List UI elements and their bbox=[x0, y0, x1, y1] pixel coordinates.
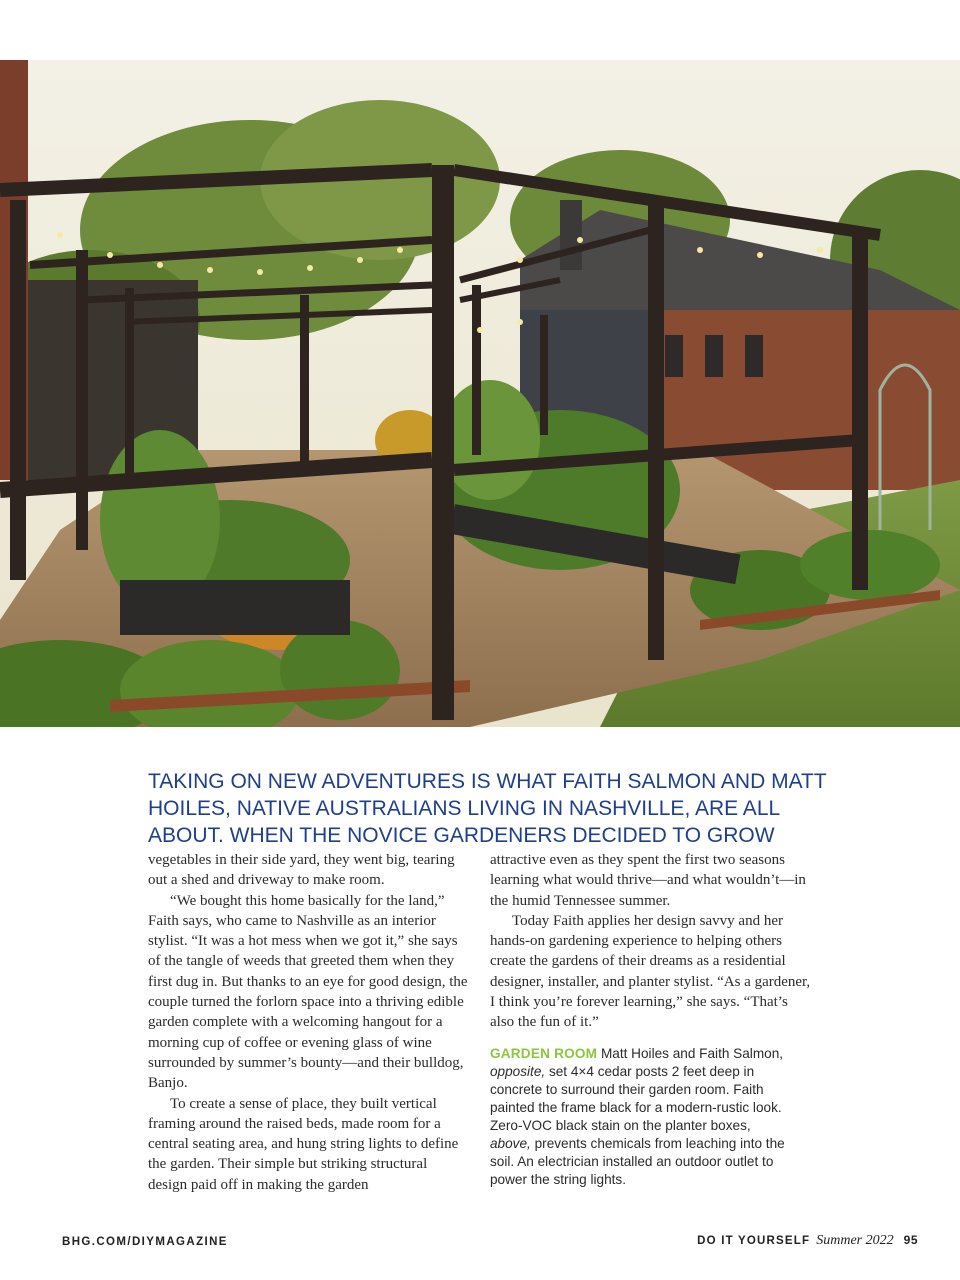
footer-folio bbox=[697, 1233, 918, 1249]
footer-issue: Summer 2022 bbox=[816, 1233, 894, 1248]
body-column-left bbox=[148, 850, 470, 1195]
footer-magazine: DO IT YOURSELF bbox=[697, 1235, 811, 1247]
garden-photo-icon bbox=[0, 60, 960, 727]
body-paragraph: “We bought this home basically for the land,” Faith says, who came to Nashville as an interior stylist. “It was a hot mess when we got it,” she says of the tangle of weeds that greeted them when they first dug in. But thanks to an eye for good design, the couple turned the forlorn space into a thriving edible garden complete with a welcoming hangout for a morning cup of coffee or evening glass of wine surrounded by summer’s bounty—and their bulldog, Banjo. bbox=[148, 892, 468, 1092]
caption-kicker: GARDEN ROOM bbox=[490, 1046, 598, 1061]
photo-caption bbox=[490, 1045, 795, 1189]
footer-url: BHG.COM/DIYMAGAZINE bbox=[62, 1236, 228, 1248]
caption-direction: above, bbox=[490, 1136, 531, 1151]
body-paragraph: Today Faith applies her design savvy and her hands-on gardening experience to helping others create the gardens of their dreams as a residential designer, installer, and planter stylist. “As a gardener, I think you’re forever learning,” she says. “That’s also the fun of it.” bbox=[490, 912, 811, 1031]
body-paragraph: vegetables in their side yard, they went big, tearing out a shed and driveway to make room. bbox=[148, 852, 455, 889]
body-column-right bbox=[490, 850, 812, 1033]
caption-text: set 4×4 cedar posts 2 feet deep in concrete to surround their garden room. Faith painted the frame black for a modern-rustic look. Zero-VOC black stain on the planter boxes, bbox=[490, 1064, 782, 1133]
garden-photo bbox=[0, 60, 960, 727]
body-paragraph: attractive even as they spent the first two seasons learning what would thrive—and what wouldn’t—in the humid Tennessee summer. bbox=[490, 852, 806, 909]
lede-headline: TAKING ON NEW ADVENTURES IS WHAT FAITH SALMON AND MATT HOILES, NATIVE AUSTRALIANS LIVING IN NASHVILLE, ARE ALL ABOUT. WHEN THE NOVICE GARDENERS DECIDED TO GROW bbox=[148, 770, 827, 847]
caption-text: Matt Hoiles and Faith Salmon, bbox=[597, 1046, 784, 1061]
caption-direction: opposite, bbox=[490, 1064, 546, 1079]
page-number: 95 bbox=[903, 1233, 918, 1247]
caption-text: prevents chemicals from leaching into the soil. An electrician installed an outdoor outlet to power the string lights. bbox=[490, 1136, 785, 1187]
body-paragraph: To create a sense of place, they built vertical framing around the raised beds, made room for a central seating area, and hung string lights to define the garden. Their simple but striking structural design paid off in making the garden bbox=[148, 1095, 459, 1193]
